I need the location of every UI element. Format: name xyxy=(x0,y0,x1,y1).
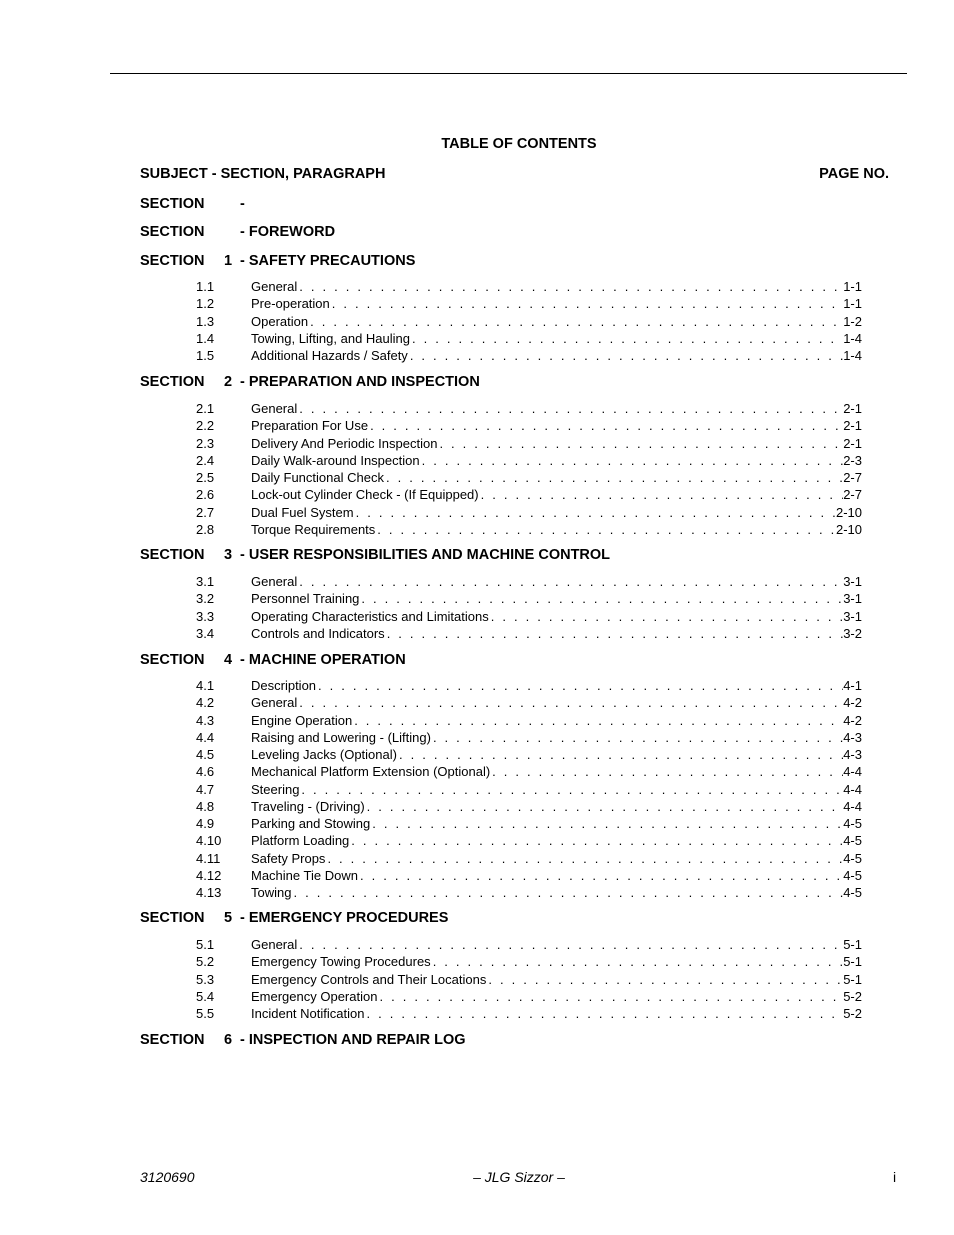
toc-entry[interactable] xyxy=(196,884,862,901)
page-number-column-header: PAGE NO. xyxy=(819,166,889,182)
entry-number: 4.7 xyxy=(196,781,215,797)
entry-line xyxy=(251,746,862,763)
entry-title: Parking and Stowing xyxy=(251,816,371,831)
entry-number: 4.5 xyxy=(196,747,215,762)
toc-entry[interactable] xyxy=(196,763,862,780)
entry-line xyxy=(251,486,862,503)
section-title: - USER RESPONSIBILITIES AND MACHINE CONTROL xyxy=(240,547,611,563)
entry-title: Safety Props xyxy=(251,850,326,866)
dot-leader xyxy=(361,590,843,607)
entry-title: Delivery And Periodic Inspection xyxy=(251,435,438,451)
entry-title: Towing, Lifting, and Hauling xyxy=(251,330,410,346)
section-heading[interactable] xyxy=(140,253,415,269)
entry-line xyxy=(251,452,862,469)
entry-page: 5-1 xyxy=(843,954,862,970)
toc-entry[interactable] xyxy=(196,435,862,452)
section-number: 2 xyxy=(224,374,233,390)
entry-title: Operating Characteristics and Limitations xyxy=(251,608,489,624)
entry-title: Controls and Indicators xyxy=(251,625,385,641)
dot-leader xyxy=(372,815,843,832)
dot-leader xyxy=(351,832,843,849)
entry-page: 4-5 xyxy=(843,885,862,900)
section-word: SECTION xyxy=(140,547,205,563)
entry-line xyxy=(251,677,862,694)
entry-page: 5-2 xyxy=(843,1006,862,1021)
toc-entry[interactable] xyxy=(196,677,862,694)
entry-number: 2.3 xyxy=(196,435,215,451)
dot-leader xyxy=(379,988,843,1005)
entry-title: Torque Requirements xyxy=(251,521,376,537)
entry-page: 2-1 xyxy=(843,435,862,451)
entry-title: General xyxy=(251,937,298,952)
toc-entry[interactable] xyxy=(196,469,862,486)
dot-leader xyxy=(410,347,843,364)
toc-entry[interactable] xyxy=(196,971,862,988)
entry-title: Engine Operation xyxy=(251,712,353,728)
toc-entry[interactable] xyxy=(196,347,862,364)
entry-number: 1.1 xyxy=(196,279,215,294)
section-word: SECTION xyxy=(140,224,205,240)
dot-leader xyxy=(299,573,843,590)
entry-title: General xyxy=(251,574,298,589)
entry-number: 2.2 xyxy=(196,418,215,434)
footer-doc-number: 3120690 xyxy=(140,1169,195,1185)
dot-leader xyxy=(366,1005,843,1022)
entry-number: 4.8 xyxy=(196,798,215,814)
entry-number: 2.7 xyxy=(196,504,215,520)
dot-leader xyxy=(327,850,843,867)
entry-page: 2-3 xyxy=(843,452,862,468)
header-rule xyxy=(110,73,907,74)
entry-line xyxy=(251,469,862,486)
section-number: 6 xyxy=(224,1032,233,1048)
section-number: 5 xyxy=(224,910,233,926)
toc-entry[interactable] xyxy=(196,573,862,590)
entry-page: 3-1 xyxy=(843,591,862,607)
entry-line xyxy=(251,953,862,970)
toc-entry[interactable] xyxy=(196,988,862,1005)
entry-number: 3.4 xyxy=(196,625,215,641)
toc-entry[interactable] xyxy=(196,694,862,711)
entry-title: Preparation For Use xyxy=(251,418,369,434)
entry-number: 1.4 xyxy=(196,330,215,346)
entry-title: Raising and Lowering - (Lifting) xyxy=(251,729,431,745)
dot-leader xyxy=(386,469,843,486)
entry-page: 5-1 xyxy=(843,937,862,952)
section-word: SECTION xyxy=(140,1032,205,1048)
entry-title: Traveling - (Driving) xyxy=(251,798,365,814)
section-heading[interactable] xyxy=(140,910,448,926)
dot-leader xyxy=(356,504,836,521)
dot-leader xyxy=(439,435,843,452)
entry-page: 4-3 xyxy=(843,747,862,762)
section-word: SECTION xyxy=(140,374,205,390)
dot-leader xyxy=(492,763,843,780)
entry-page: 4-5 xyxy=(843,833,862,849)
toc-entry[interactable] xyxy=(196,295,862,312)
toc-title: TABLE OF CONTENTS xyxy=(441,136,597,152)
entry-page: 1-2 xyxy=(843,313,862,329)
toc-entry[interactable] xyxy=(196,850,862,867)
dot-leader xyxy=(301,781,843,798)
dot-leader xyxy=(491,608,843,625)
toc-entry[interactable] xyxy=(196,953,862,970)
section-number: 3 xyxy=(224,547,233,563)
entry-number: 2.8 xyxy=(196,521,215,537)
entry-line xyxy=(251,1005,862,1022)
entry-line xyxy=(251,936,862,953)
dot-leader xyxy=(360,867,843,884)
entry-number: 1.3 xyxy=(196,313,215,329)
dot-leader xyxy=(367,798,844,815)
entry-number: 4.9 xyxy=(196,816,215,831)
section-word: SECTION xyxy=(140,196,205,212)
entry-number: 4.11 xyxy=(196,850,221,866)
toc-entry[interactable] xyxy=(196,867,862,884)
entry-line xyxy=(251,347,862,364)
entry-title: General xyxy=(251,279,298,294)
entry-line xyxy=(251,573,862,590)
section-heading[interactable] xyxy=(140,196,245,212)
entry-page: 5-2 xyxy=(843,988,862,1004)
dot-leader xyxy=(299,694,843,711)
entry-line xyxy=(251,313,862,330)
dot-leader xyxy=(318,677,843,694)
entry-number: 4.2 xyxy=(196,695,215,711)
entry-number: 4.13 xyxy=(196,885,222,900)
entry-number: 2.5 xyxy=(196,470,215,485)
entry-page: 4-4 xyxy=(843,798,862,814)
entry-number: 4.6 xyxy=(196,764,215,780)
dot-leader xyxy=(433,953,844,970)
entry-title: Leveling Jacks (Optional) xyxy=(251,747,397,762)
section-title: - MACHINE OPERATION xyxy=(240,652,406,668)
toc-entry[interactable] xyxy=(196,278,862,295)
entry-line xyxy=(251,521,862,538)
entry-page: 1-4 xyxy=(843,330,862,346)
entry-page: 4-4 xyxy=(843,781,862,797)
entry-title: General xyxy=(251,401,298,416)
entry-page: 4-3 xyxy=(843,729,862,745)
entry-title: Personnel Training xyxy=(251,591,360,607)
toc-entry[interactable] xyxy=(196,1005,862,1022)
entry-page: 4-2 xyxy=(843,695,862,711)
entry-line xyxy=(251,781,862,798)
toc-entry[interactable] xyxy=(196,521,862,538)
entry-line xyxy=(251,729,862,746)
toc-entry[interactable] xyxy=(196,590,862,607)
entry-page: 3-1 xyxy=(843,608,862,624)
entry-line xyxy=(251,278,862,295)
section-word: SECTION xyxy=(140,652,205,668)
dot-leader xyxy=(481,486,844,503)
section-title: - SAFETY PRECAUTIONS xyxy=(240,253,416,269)
dot-leader xyxy=(370,417,843,434)
section-number: 1 xyxy=(224,253,233,269)
section-word: SECTION xyxy=(140,910,205,926)
entry-number: 1.5 xyxy=(196,348,215,363)
toc-entry[interactable] xyxy=(196,936,862,953)
toc-entry[interactable] xyxy=(196,452,862,469)
entry-page: 4-1 xyxy=(843,678,862,693)
toc-entry[interactable] xyxy=(196,625,862,642)
entry-title: Lock-out Cylinder Check - (If Equipped) xyxy=(251,487,479,503)
entry-page: 4-5 xyxy=(843,816,862,831)
entry-page: 3-1 xyxy=(843,574,862,589)
entry-line xyxy=(251,590,862,607)
section-heading[interactable] xyxy=(140,652,406,668)
entry-title: Emergency Towing Procedures xyxy=(251,954,431,970)
entry-page: 2-1 xyxy=(843,401,862,416)
dot-leader xyxy=(354,712,843,729)
dot-leader xyxy=(387,625,844,642)
entry-number: 5.2 xyxy=(196,954,215,970)
toc-entry[interactable] xyxy=(196,330,862,347)
entry-page: 4-5 xyxy=(843,867,862,883)
entry-line xyxy=(251,850,862,867)
entry-page: 1-4 xyxy=(843,348,862,363)
toc-entry[interactable] xyxy=(196,313,862,330)
entry-line xyxy=(251,295,862,312)
entry-title: Emergency Controls and Their Locations xyxy=(251,971,487,987)
entry-title: Incident Notification xyxy=(251,1006,365,1021)
entry-number: 4.10 xyxy=(196,833,222,849)
entry-page: 2-10 xyxy=(835,521,862,537)
entry-line xyxy=(251,608,862,625)
entry-page: 4-5 xyxy=(843,850,862,866)
entry-title: Towing xyxy=(251,885,292,900)
toc-entry[interactable] xyxy=(196,746,862,763)
section-word: SECTION xyxy=(140,253,205,269)
entry-title: Additional Hazards / Safety xyxy=(251,348,408,363)
section-heading[interactable] xyxy=(140,1032,466,1048)
entry-title: Emergency Operation xyxy=(251,988,378,1004)
entry-title: Dual Fuel System xyxy=(251,504,354,520)
dot-leader xyxy=(488,971,843,988)
entry-line xyxy=(251,694,862,711)
entry-number: 5.1 xyxy=(196,937,215,952)
dot-leader xyxy=(433,729,843,746)
entry-line xyxy=(251,330,862,347)
entry-number: 2.4 xyxy=(196,452,215,468)
entry-number: 5.3 xyxy=(196,971,215,987)
entry-line xyxy=(251,435,862,452)
entry-line xyxy=(251,504,862,521)
section-title: - PREPARATION AND INSPECTION xyxy=(240,374,480,390)
entry-title: Steering xyxy=(251,781,300,797)
entry-line xyxy=(251,798,862,815)
footer-page-number: i xyxy=(893,1169,897,1185)
entry-number: 4.4 xyxy=(196,729,215,745)
section-number: 4 xyxy=(224,652,233,668)
toc-entry[interactable] xyxy=(196,504,862,521)
dot-leader xyxy=(332,295,843,312)
entry-number: 4.3 xyxy=(196,712,215,728)
entry-page: 1-1 xyxy=(843,296,862,312)
entry-page: 2-7 xyxy=(843,470,862,485)
footer-title: – JLG Sizzor – xyxy=(473,1169,565,1185)
entry-title: General xyxy=(251,695,298,711)
entry-line xyxy=(251,884,862,901)
dot-leader xyxy=(310,313,843,330)
entry-page: 4-4 xyxy=(843,764,862,780)
entry-page: 4-2 xyxy=(843,712,862,728)
toc-entry[interactable] xyxy=(196,781,862,798)
entry-line xyxy=(251,712,862,729)
section-title: - INSPECTION AND REPAIR LOG xyxy=(240,1032,466,1048)
entry-number: 5.5 xyxy=(196,1006,215,1021)
entry-title: Description xyxy=(251,678,317,693)
entry-title: Mechanical Platform Extension (Optional) xyxy=(251,764,491,780)
section-heading[interactable] xyxy=(140,374,480,390)
entry-line xyxy=(251,763,862,780)
entry-number: 2.6 xyxy=(196,487,215,503)
subject-column-header: SUBJECT - SECTION, PARAGRAPH xyxy=(140,166,386,182)
toc-entry[interactable] xyxy=(196,798,862,815)
toc-entry[interactable] xyxy=(196,815,862,832)
entry-number: 5.4 xyxy=(196,988,215,1004)
entry-number: 3.2 xyxy=(196,591,215,607)
entry-title: Daily Functional Check xyxy=(251,470,384,485)
section-title: - xyxy=(240,196,245,212)
entry-line xyxy=(251,417,862,434)
entry-title: Daily Walk-around Inspection xyxy=(251,452,420,468)
entry-title: Operation xyxy=(251,313,309,329)
section-heading[interactable] xyxy=(140,224,335,240)
toc-entry[interactable] xyxy=(196,832,862,849)
dot-leader xyxy=(299,936,843,953)
entry-page: 2-7 xyxy=(843,487,862,503)
entry-page: 1-1 xyxy=(843,279,862,294)
dot-leader xyxy=(299,278,843,295)
entry-number: 4.12 xyxy=(196,867,222,883)
entry-number: 4.1 xyxy=(196,678,215,693)
entry-line xyxy=(251,988,862,1005)
entry-line xyxy=(251,815,862,832)
section-title: - EMERGENCY PROCEDURES xyxy=(240,910,449,926)
entry-number: 3.3 xyxy=(196,608,215,624)
section-heading[interactable] xyxy=(140,547,610,563)
toc-entry[interactable] xyxy=(196,400,862,417)
dot-leader xyxy=(412,330,843,347)
toc-entry[interactable] xyxy=(196,608,862,625)
entry-page: 2-10 xyxy=(835,504,862,520)
entry-number: 2.1 xyxy=(196,401,215,416)
toc-entry[interactable] xyxy=(196,729,862,746)
entry-line xyxy=(251,832,862,849)
toc-entry[interactable] xyxy=(196,486,862,503)
entry-title: Machine Tie Down xyxy=(251,867,358,883)
dot-leader xyxy=(293,884,843,901)
section-title: - FOREWORD xyxy=(240,224,336,240)
entry-number: 3.1 xyxy=(196,574,215,589)
entry-title: Platform Loading xyxy=(251,833,350,849)
entry-title: Pre-operation xyxy=(251,296,330,312)
entry-line xyxy=(251,867,862,884)
toc-entry[interactable] xyxy=(196,417,862,434)
toc-entry[interactable] xyxy=(196,712,862,729)
entry-page: 3-2 xyxy=(843,625,862,641)
dot-leader xyxy=(422,452,844,469)
entry-line xyxy=(251,400,862,417)
entry-line xyxy=(251,971,862,988)
dot-leader xyxy=(299,400,843,417)
entry-number: 1.2 xyxy=(196,296,215,312)
entry-line xyxy=(251,625,862,642)
entry-page: 2-1 xyxy=(843,418,862,434)
dot-leader xyxy=(399,746,843,763)
entry-page: 5-1 xyxy=(843,971,862,987)
dot-leader xyxy=(377,521,836,538)
